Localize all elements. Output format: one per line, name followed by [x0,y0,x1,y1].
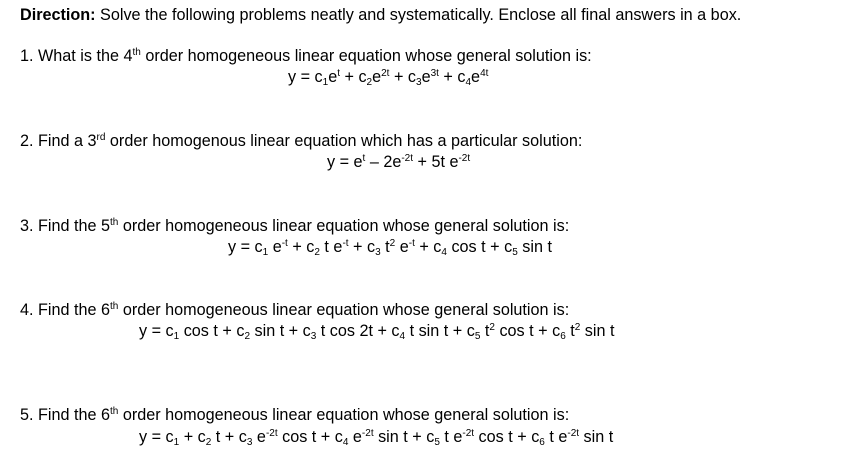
equation-text: e [328,68,338,86]
equation-text: t e [319,238,343,256]
problem-4-question: 4. Find the 6th order homogeneous linear equation whose general solution is: [20,301,570,319]
equation-text: t cos 2t + c [316,322,400,340]
equation-text: t [565,322,575,340]
problem-number: 3. [20,217,34,235]
equation-text: + c [414,238,442,256]
equation-text: e [372,68,382,86]
equation-text: + c [179,428,206,446]
equation-text: cos t + c [474,428,540,446]
ordinal-suffix: th [110,301,119,312]
equation-superscript: 4t [480,68,489,79]
equation-text: e [421,68,431,86]
equation-subscript: 1 [322,77,329,88]
equation-subscript: 5 [434,437,440,448]
equation-subscript: 4 [342,437,349,448]
ordinal-suffix: th [110,406,119,417]
equation-superscript: 2t [381,68,390,79]
equation-superscript: t [337,68,340,79]
equation-text: t [480,322,490,340]
equation-text: y = c [139,428,174,446]
equation-subscript: 6 [560,331,566,342]
problem-5-question: 5. Find the 6th order homogeneous linear equation whose general solution is: [20,406,570,424]
equation-subscript: 2 [314,247,320,258]
equation-text: + 5t e [413,153,459,171]
problem-3-question: 3. Find the 5th order homogeneous linear equation whose general solution is: [20,217,570,235]
equation-text: sin t [580,322,615,340]
equation-text: t e [544,428,568,446]
equation-subscript: 3 [310,331,317,342]
equation-text: e [268,238,282,256]
equation-text: e [252,428,266,446]
ordinal-suffix: th [132,47,141,58]
equation-subscript: 6 [539,437,545,448]
problem-5-equation [139,427,613,447]
equation-text: cos t + c [277,428,343,446]
equation-subscript: 5 [512,247,518,258]
problem-number: 5. [20,406,34,424]
equation-superscript: -2t [401,153,414,164]
equation-superscript: 3t [430,68,439,79]
equation-text: y = c [228,238,263,256]
equation-superscript: -2t [361,428,374,439]
equation-text: y = c [288,68,323,86]
direction-label: Direction: [20,6,96,24]
equation-text: e [348,428,362,446]
equation-subscript: 4 [465,77,472,88]
equation-text: t + c [211,428,247,446]
equation-text: t [380,238,390,256]
equation-superscript: -2t [458,153,471,164]
equation-text: e [471,68,481,86]
equation-text: cos t + c [446,238,513,256]
equation-subscript: 4 [441,247,447,258]
equation-text: y = e [327,153,363,171]
equation-superscript: -t [342,238,349,249]
problem-1-question: 1. What is the 4th order homogeneous linear equation whose general solution is: [20,47,592,65]
direction-text: Solve the following problems neatly and systematically. Enclose all final answers in a box. [95,6,742,24]
problem-2-question: 2. Find a 3rd order homogenous linear equation which has a particular solution: [20,132,583,150]
equation-text: cos t + c [494,322,561,340]
equation-superscript: -t [408,238,415,249]
equation-superscript: -t [281,238,288,249]
equation-superscript: -2t [462,428,475,439]
equation-text: + c [287,238,315,256]
problem-1-equation [288,67,488,87]
equation-superscript: 2 [389,238,396,249]
equation-subscript: 2 [366,77,373,88]
equation-subscript: 3 [375,247,381,258]
problem-number: 2. [20,132,34,150]
problem-2-equation [327,152,470,172]
equation-text: + c [348,238,376,256]
equation-superscript: -2t [567,428,580,439]
problem-number: 1. [20,47,34,65]
equation-subscript: 2 [205,437,212,448]
ordinal-suffix: th [110,217,119,228]
equation-superscript: 2 [574,322,581,333]
equation-text: t e [439,428,463,446]
equation-text: + c [340,68,367,86]
direction-line [20,5,741,25]
equation-text: sin t + c [250,322,311,340]
ordinal-suffix: rd [96,132,106,143]
equation-subscript: 1 [173,437,180,448]
problem-3-equation [228,237,552,257]
equation-text: sin t + c [373,428,435,446]
problem-4-equation [139,321,615,341]
equation-superscript: 2 [489,322,495,333]
equation-text: – 2e [365,153,402,171]
equation-subscript: 1 [173,331,180,342]
equation-text: sin t [579,428,614,446]
equation-text: t sin t + c [405,322,475,340]
equation-subscript: 1 [262,247,269,258]
equation-text: + c [438,68,466,86]
problem-number: 4. [20,301,34,319]
equation-subscript: 3 [416,77,422,88]
equation-text: + c [389,68,417,86]
equation-subscript: 5 [474,331,481,342]
equation-text: y = c [139,322,174,340]
equation-text: sin t [517,238,552,256]
equation-superscript: -2t [265,428,278,439]
equation-text: cos t + c [179,322,245,340]
equation-subscript: 4 [399,331,406,342]
equation-subscript: 2 [244,331,250,342]
equation-subscript: 3 [246,437,253,448]
equation-text: e [395,238,409,256]
equation-superscript: t [362,153,366,164]
